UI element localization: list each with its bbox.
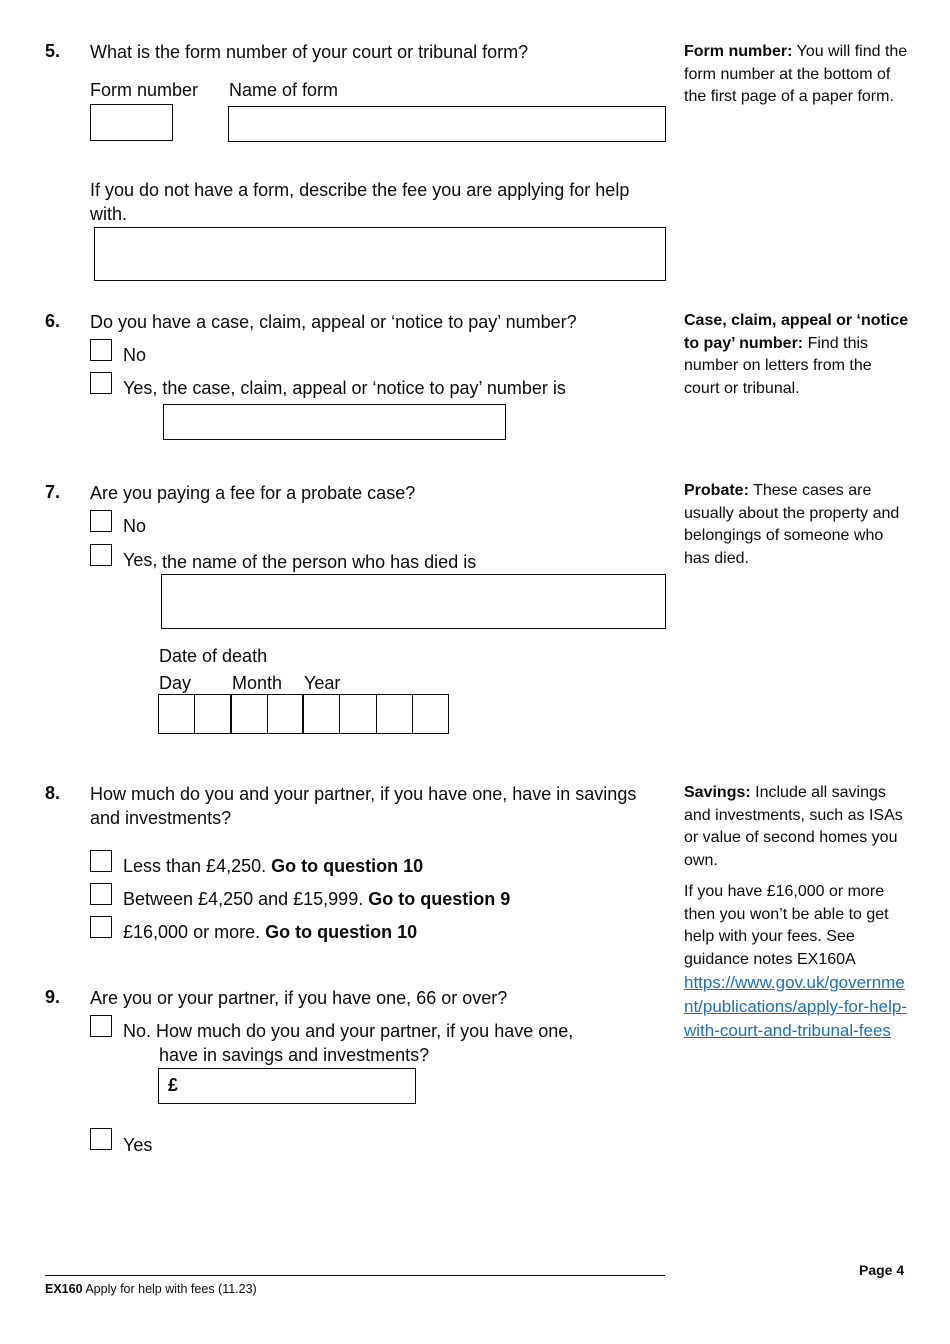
- q8-option-3-checkbox[interactable]: [90, 916, 112, 938]
- q5-side-title: Form number:: [684, 43, 793, 60]
- savings-amount-input[interactable]: [158, 1068, 416, 1104]
- q8-option-2-label: [123, 887, 510, 911]
- month-digit-1[interactable]: [232, 695, 268, 733]
- q5-side-text: You will find the form number at the bottom of the first page of a paper form.: [684, 43, 908, 105]
- name-of-form-input[interactable]: [228, 106, 666, 142]
- day-digit-2[interactable]: [195, 695, 231, 733]
- q8-option-2-checkbox[interactable]: [90, 883, 112, 905]
- guidance-link-wrap: [684, 971, 909, 1043]
- q8-option-3-label: [123, 920, 417, 944]
- q5-side-note: [684, 41, 909, 109]
- q7-yes-checkbox[interactable]: [90, 544, 112, 566]
- month-digit-2[interactable]: [268, 695, 304, 733]
- q8-question: How much do you and your partner, if you have one, have in savings and investments?: [90, 784, 637, 828]
- q8-option-3-text: £16,000 or more.: [123, 922, 261, 942]
- q6-question: Do you have a case, claim, appeal or ‘notice to pay’ number?: [90, 312, 577, 332]
- q9-yes-label: Yes: [123, 1135, 153, 1155]
- q7-side-title: Probate:: [684, 482, 749, 499]
- q7-yes-label: Yes,: [123, 550, 158, 570]
- date-of-death-label: Date of death: [159, 646, 268, 666]
- q8-option-1-label: [123, 854, 423, 878]
- month-label: Month: [232, 673, 283, 693]
- footer-form-info: [45, 1282, 257, 1296]
- guidance-link[interactable]: https://www.gov.uk/government/publications/apply-for-help-with-court-and-tribunal-fees: [684, 973, 908, 1040]
- q5-no-form-text: If you do not have a form, describe the fee you are applying for help with.: [90, 180, 630, 224]
- q7-no-checkbox[interactable]: [90, 510, 112, 532]
- q7-no-label: No: [123, 516, 147, 536]
- q7-question: Are you paying a fee for a probate case?: [90, 483, 416, 503]
- q6-side-title: Case, claim, appeal or ‘notice to pay’ number:: [684, 312, 909, 352]
- q8-side-para2-text: If you have £16,000 or more then you won’t be able to get help with your fees. See guidance notes EX160A: [684, 883, 889, 968]
- day-label: Day: [159, 673, 192, 693]
- q8-option-1-goto: Go to question 10: [271, 856, 424, 876]
- q6-no-checkbox[interactable]: [90, 339, 112, 361]
- day-digit-1[interactable]: [159, 695, 195, 733]
- q8-side-text: Include all savings and investments, such as ISAs or value of second homes you own.: [684, 784, 903, 869]
- q8-option-1-text: Less than £4,250.: [123, 856, 267, 876]
- q6-yes-checkbox[interactable]: [90, 372, 112, 394]
- q8-option-2-goto: Go to question 9: [368, 889, 511, 909]
- year-digit-3[interactable]: [377, 695, 413, 733]
- q7-number: 7.: [45, 482, 61, 502]
- page-number: Page 4: [859, 1262, 905, 1278]
- q8-number: 8.: [45, 783, 61, 803]
- q7-side-text: These cases are usually about the property and belongings of someone who has died.: [684, 482, 900, 567]
- year-label: Year: [304, 673, 341, 693]
- q6-yes-label: Yes, the case, claim, appeal or ‘notice to pay’ number is: [123, 378, 566, 398]
- q6-side-note: [684, 310, 909, 400]
- deceased-name-input[interactable]: [161, 574, 666, 629]
- q9-number: 9.: [45, 987, 61, 1007]
- currency-symbol: £: [168, 1075, 179, 1095]
- q5-number: 5.: [45, 41, 61, 61]
- q6-number: 6.: [45, 311, 61, 331]
- q9-question: Are you or your partner, if you have one, 66 or over?: [90, 988, 508, 1008]
- q9-yes-checkbox[interactable]: [90, 1128, 112, 1150]
- q6-side-text: Find this number on letters from the court or tribunal.: [684, 334, 872, 397]
- footer-form-title: Apply for help with fees (11.23): [85, 1282, 257, 1296]
- year-digit-4[interactable]: [413, 695, 449, 733]
- q8-side-title: Savings:: [684, 784, 751, 801]
- fee-description-input[interactable]: [94, 227, 666, 281]
- date-of-death-input[interactable]: [158, 694, 449, 734]
- case-number-input[interactable]: [163, 404, 506, 440]
- q5-name-of-form-label: Name of form: [229, 80, 339, 100]
- footer-form-code: EX160: [45, 1282, 83, 1296]
- q8-side-para2: [684, 881, 909, 971]
- q8-option-2-text: Between £4,250 and £15,999.: [123, 889, 364, 909]
- q9-no-label-line2: have in savings and investments?: [159, 1045, 430, 1065]
- q6-no-label: No: [123, 345, 147, 365]
- q5-question: What is the form number of your court or tribunal form?: [90, 42, 529, 62]
- q7-side-note: [684, 480, 909, 570]
- q7-yes-detail: the name of the person who has died is: [162, 552, 477, 572]
- q8-option-3-goto: Go to question 10: [265, 922, 418, 942]
- q5-form-number-label: Form number: [90, 80, 199, 100]
- year-digit-2[interactable]: [340, 695, 376, 733]
- year-digit-1[interactable]: [304, 695, 340, 733]
- form-number-input[interactable]: [90, 104, 173, 141]
- q9-no-label: No. How much do you and your partner, if you have one,: [123, 1021, 574, 1041]
- q8-side-note: [684, 782, 909, 872]
- q9-no-checkbox[interactable]: [90, 1015, 112, 1037]
- footer-divider: [45, 1275, 665, 1276]
- q8-option-1-checkbox[interactable]: [90, 850, 112, 872]
